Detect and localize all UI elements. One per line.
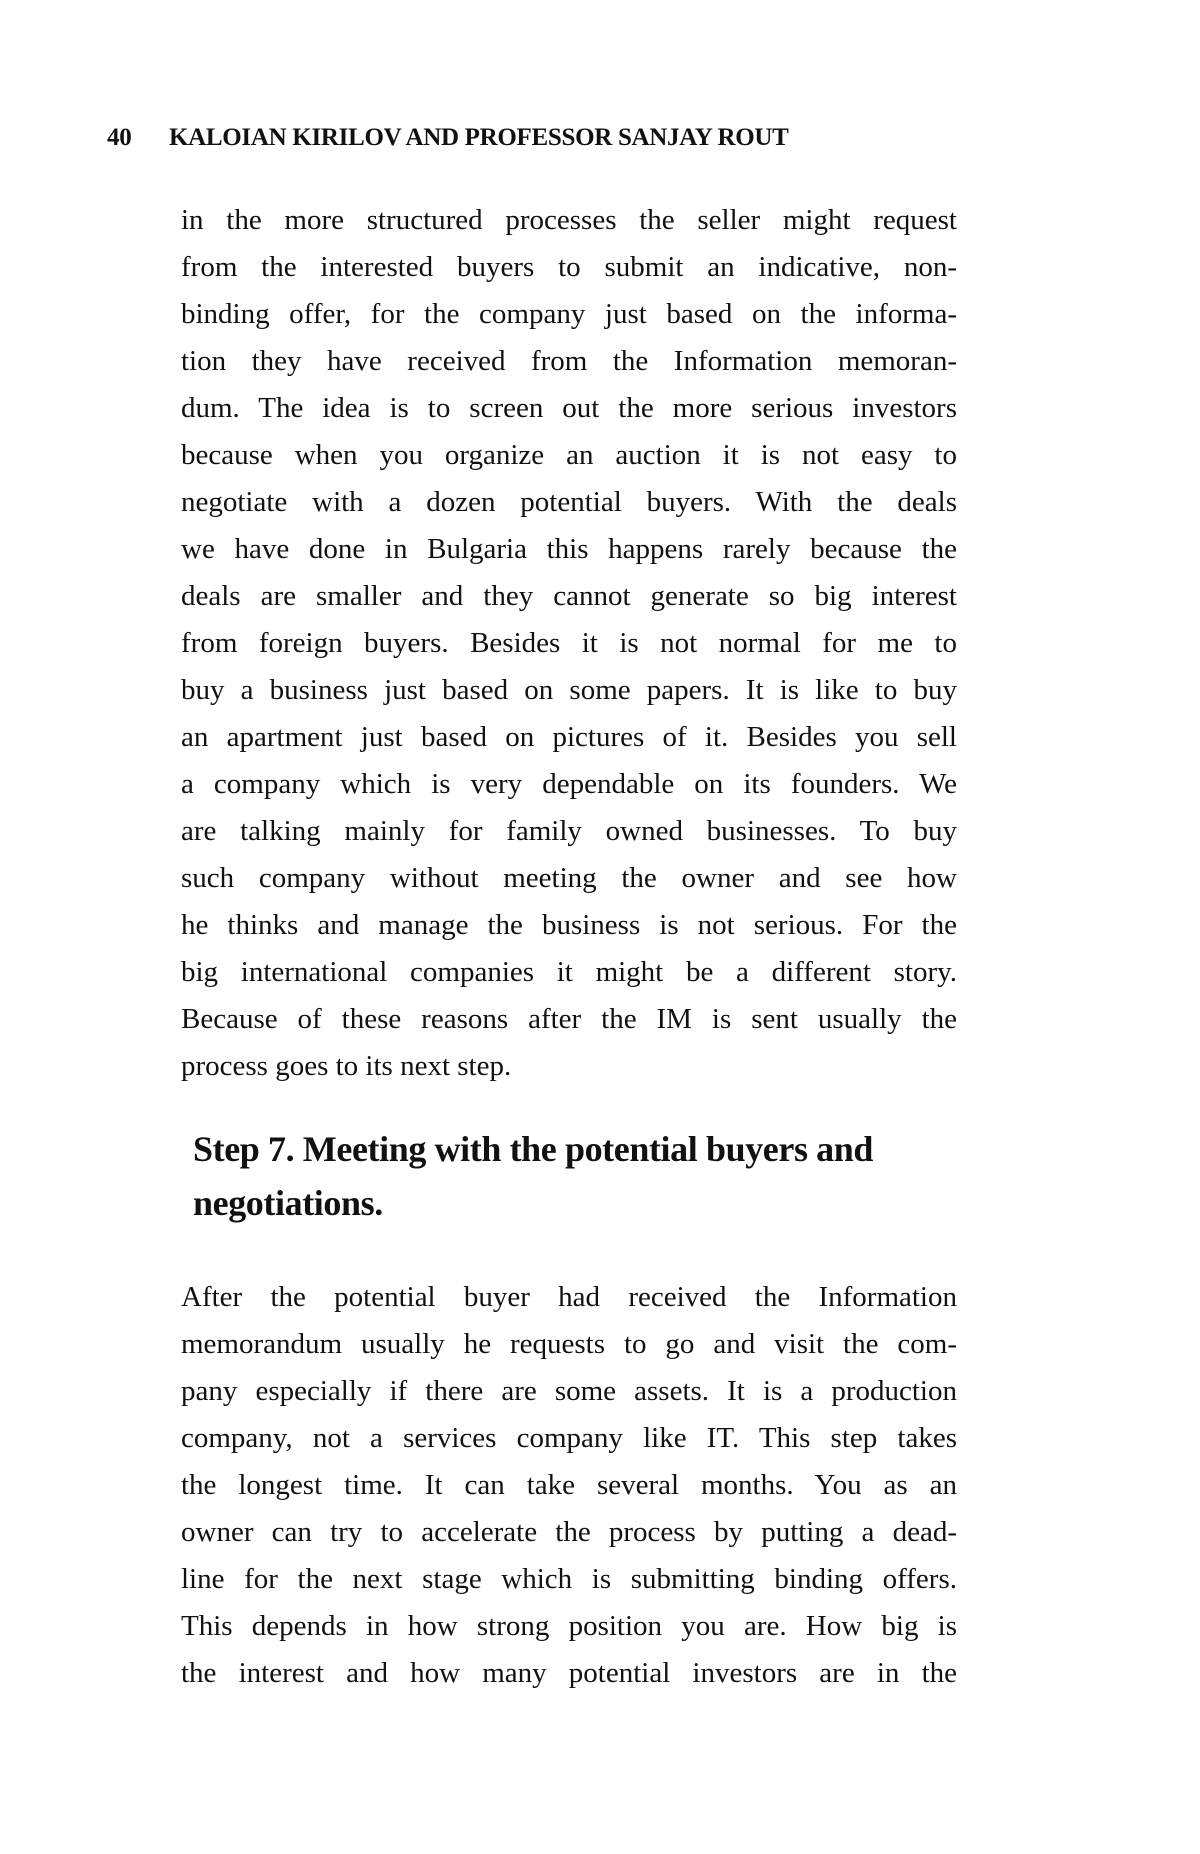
text-line: deals are smaller and they cannot generate so big interest xyxy=(181,580,957,612)
text-line: pany especially if there are some assets. It is a production xyxy=(181,1375,957,1407)
text-line: This depends in how strong position you are. How big is xyxy=(181,1610,957,1642)
text-line: are talking mainly for family owned businesses. To buy xyxy=(181,815,957,847)
text-line: the interest and how many potential investors are in the xyxy=(181,1657,957,1689)
running-title: KALOIAN KIRILOV AND PROFESSOR SANJAY ROUT xyxy=(169,124,789,151)
text-line: Because of these reasons after the IM is sent usually the xyxy=(181,1003,957,1035)
text-line: from the interested buyers to submit an indicative, non- xyxy=(181,251,957,283)
text-line: After the potential buyer had received the Information xyxy=(181,1281,957,1313)
text-line: because when you organize an auction it is not easy to xyxy=(181,439,957,471)
text-line: an apartment just based on pictures of it. Besides you sell xyxy=(181,721,957,753)
text-line: owner can try to accelerate the process by putting a dead- xyxy=(181,1516,957,1548)
text-line: he thinks and manage the business is not serious. For the xyxy=(181,909,957,941)
heading-line: Step 7. Meeting with the potential buyers and xyxy=(193,1129,874,1169)
page-number: 40 xyxy=(107,124,132,151)
text-line: dum. The idea is to screen out the more serious investors xyxy=(181,392,957,424)
body-paragraph-1 xyxy=(181,197,957,1090)
text-line: from foreign buyers. Besides it is not normal for me to xyxy=(181,627,957,659)
text-line: company, not a services company like IT. This step takes xyxy=(181,1422,957,1454)
text-line: memorandum usually he requests to go and visit the com- xyxy=(181,1328,957,1360)
text-line: in the more structured processes the seller might request xyxy=(181,204,957,236)
text-line: line for the next stage which is submitting binding offers. xyxy=(181,1563,957,1595)
text-line: we have done in Bulgaria this happens rarely because the xyxy=(181,533,957,565)
text-line: the longest time. It can take several months. You as an xyxy=(181,1469,957,1501)
section-heading xyxy=(193,1122,953,1230)
text-line: process goes to its next step. xyxy=(181,1050,512,1082)
running-header xyxy=(107,120,789,156)
text-line: a company which is very dependable on its founders. We xyxy=(181,768,957,800)
text-line: big international companies it might be a different story. xyxy=(181,956,957,988)
text-line: negotiate with a dozen potential buyers. With the deals xyxy=(181,486,957,518)
heading-line: negotiations. xyxy=(193,1183,383,1223)
text-line: such company without meeting the owner and see how xyxy=(181,862,957,894)
text-line: buy a business just based on some papers. It is like to buy xyxy=(181,674,957,706)
body-paragraph-2 xyxy=(181,1274,957,1697)
text-line: tion they have received from the Information memoran- xyxy=(181,345,957,377)
text-line: binding offer, for the company just based on the informa- xyxy=(181,298,957,330)
